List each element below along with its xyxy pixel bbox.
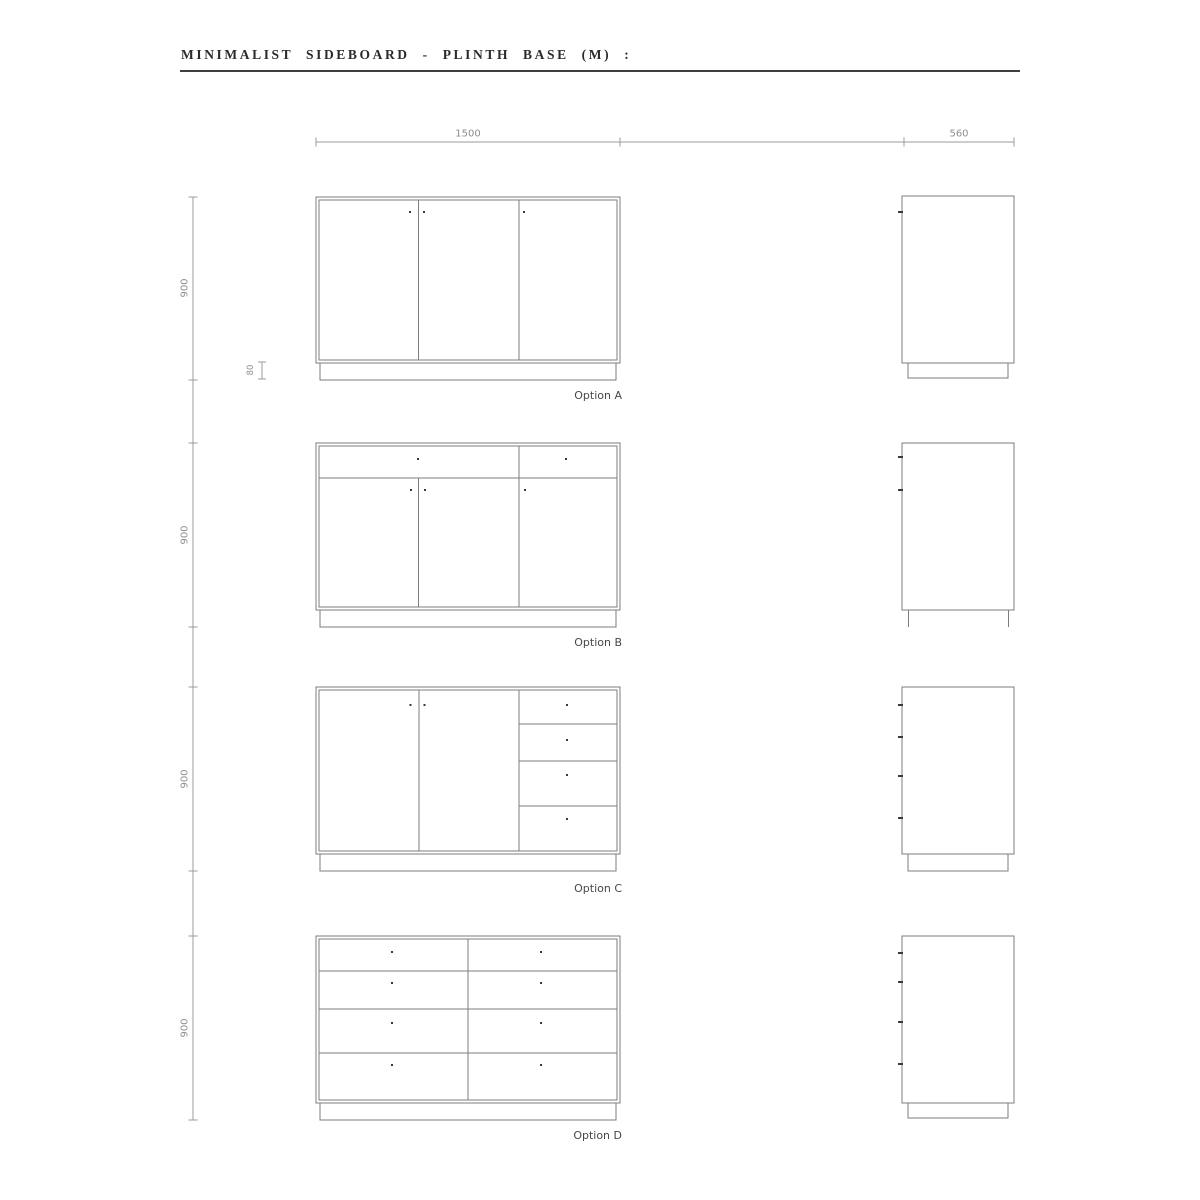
option-d-label: Option D: [573, 1129, 622, 1142]
dim-label-width-1500: 1500: [455, 128, 481, 140]
front-panel-outline: [319, 690, 617, 851]
handle-dot: [417, 458, 419, 460]
handle-mark: [898, 211, 903, 213]
handle-dot: [565, 458, 567, 460]
side-panel-outline: [902, 936, 1014, 1103]
handle-mark: [898, 775, 903, 777]
dim-label-height-900-a: 900: [179, 278, 191, 298]
handle-dot: [424, 704, 426, 706]
plinth: [320, 610, 616, 627]
handle-mark: [898, 1021, 903, 1023]
option-d-side-view: [898, 936, 1014, 1118]
front-panel-outline: [319, 446, 617, 607]
sheet-title: MINIMALIST SIDEBOARD - PLINTH BASE (M) :: [181, 47, 632, 62]
option-b-side-view: [898, 443, 1014, 627]
option-a-front-view: [316, 197, 620, 380]
option-d-front-view: [316, 936, 620, 1120]
handle-mark: [898, 817, 903, 819]
side-panel-outline: [902, 687, 1014, 854]
plinth: [320, 1103, 616, 1120]
carcass-outline: [316, 197, 620, 363]
handle-mark: [898, 489, 903, 491]
handle-dot: [540, 1064, 542, 1066]
left-dimension-line: [189, 197, 198, 1120]
handle-dot: [410, 489, 412, 491]
plinth: [908, 363, 1008, 378]
option-a-side-view: [898, 196, 1014, 378]
handle-dot: [524, 489, 526, 491]
dim-label-height-900-b: 900: [179, 525, 191, 545]
handle-dot: [540, 1022, 542, 1024]
handle-dot: [566, 774, 568, 776]
option-a-label: Option A: [574, 389, 622, 402]
option-c-side-view: [898, 687, 1014, 871]
handle-mark: [898, 952, 903, 954]
handle-dot: [410, 704, 412, 706]
handle-dot: [540, 951, 542, 953]
dim-label-depth-560: 560: [949, 128, 969, 140]
handle-dot: [391, 1022, 393, 1024]
handle-mark: [898, 736, 903, 738]
handle-dot: [391, 951, 393, 953]
option-b-front-view: [316, 443, 620, 627]
dim-label-height-900-d: 900: [179, 1018, 191, 1038]
plinth: [908, 1103, 1008, 1118]
plinth: [320, 854, 616, 871]
plinth: [320, 363, 616, 380]
plinth-dimension-line: [258, 362, 266, 379]
handle-mark: [898, 456, 903, 458]
side-panel-outline: [902, 196, 1014, 363]
handle-dot: [409, 211, 411, 213]
dim-label-height-900-c: 900: [179, 769, 191, 789]
handle-dot: [423, 211, 425, 213]
handle-dot: [566, 739, 568, 741]
front-panel-outline: [319, 200, 617, 360]
top-dimension-line: [316, 138, 1014, 147]
option-b-label: Option B: [574, 636, 622, 649]
option-c-label: Option C: [574, 882, 622, 895]
handle-dot: [540, 982, 542, 984]
handle-dot: [566, 818, 568, 820]
handle-dot: [391, 982, 393, 984]
plinth: [908, 854, 1008, 871]
handle-mark: [898, 1063, 903, 1065]
handle-mark: [898, 981, 903, 983]
dim-label-plinth-80: 80: [246, 364, 256, 376]
carcass-outline: [316, 687, 620, 854]
handle-dot: [391, 1064, 393, 1066]
side-panel-outline: [902, 443, 1014, 610]
handle-dot: [523, 211, 525, 213]
carcass-outline: [316, 443, 620, 610]
handle-dot: [424, 489, 426, 491]
option-c-front-view: [316, 687, 620, 871]
handle-mark: [898, 704, 903, 706]
handle-dot: [566, 704, 568, 706]
